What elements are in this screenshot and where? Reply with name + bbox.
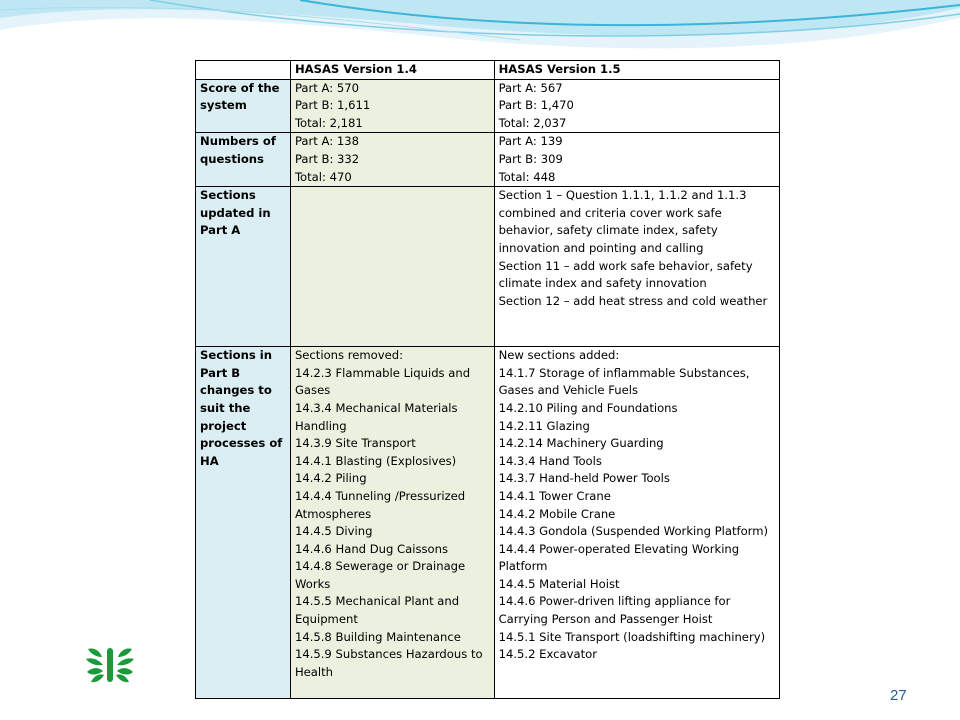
- cell-line: 14.4.2 Piling: [294, 471, 367, 486]
- row-label: Sections updated in Part A: [196, 187, 291, 347]
- cell-line: 14.4.1 Tower Crane: [498, 488, 611, 503]
- cell-line: 14.3.7 Hand-held Power Tools: [498, 471, 670, 486]
- ha-logo-icon: [82, 645, 138, 685]
- header-empty: [196, 61, 291, 80]
- cell-line: 14.4.1 Blasting (Explosives): [294, 453, 457, 468]
- cell-line: Section 12 – add heat stress and cold weather: [498, 293, 768, 308]
- row-label: Numbers of questions: [196, 133, 291, 187]
- cell-line: 14.4.6 Power-driven lifting appliance for Carrying Person and Passenger Hoist: [498, 594, 731, 627]
- cell-line: 14.4.5 Diving: [294, 524, 373, 539]
- page-number: 27: [890, 687, 907, 704]
- cell-line: 14.5.1 Site Transport (loadshifting machinery): [498, 629, 766, 644]
- table-row-part-b: [196, 347, 780, 699]
- cell-line: Part A: 139: [498, 134, 563, 149]
- cell-line: 14.4.4 Power-operated Elevating Working Platform: [498, 541, 740, 574]
- cell-v15: [494, 347, 779, 699]
- cell-line: Part A: 138: [294, 134, 359, 149]
- cell-line: Part B: 332: [294, 151, 360, 166]
- table-row-part-a: [196, 187, 780, 347]
- cell-line: 14.5.2 Excavator: [498, 647, 597, 662]
- cell-line: 14.2.11 Glazing: [498, 418, 590, 433]
- cell-line: Total: 470: [294, 169, 352, 184]
- cell-v15: [494, 187, 779, 347]
- cell-line: Total: 2,181: [294, 115, 363, 130]
- cell-line: 14.2.3 Flammable Liquids and Gases: [294, 365, 471, 398]
- header-version-1-5: HASAS Version 1.5: [494, 61, 779, 80]
- cell-line: Total: 2,037: [498, 115, 567, 130]
- cell-v14: [290, 187, 494, 347]
- cell-line: 14.4.2 Mobile Crane: [498, 506, 616, 521]
- cell-line: Section 1 – Question 1.1.1, 1.1.2 and 1.1.3 combined and criteria cover work safe behavior, safety climate index, safety innovation and pointing and calling: [498, 188, 747, 255]
- header-version-1-4: HASAS Version 1.4: [290, 61, 494, 80]
- cell-line: Part B: 309: [498, 151, 563, 166]
- cell-v15: [494, 79, 779, 133]
- cell-v15: [494, 133, 779, 187]
- cell-line: 14.2.10 Piling and Foundations: [498, 400, 678, 415]
- cell-line: 14.5.8 Building Maintenance: [294, 629, 461, 644]
- cell-line: 14.4.5 Material Hoist: [498, 576, 620, 591]
- cell-line: 14.3.4 Mechanical Materials Handling: [294, 400, 458, 433]
- cell-line: 14.4.3 Gondola (Suspended Working Platform): [498, 524, 769, 539]
- cell-line: 14.5.5 Mechanical Plant and Equipment: [294, 594, 460, 627]
- cell-line: 14.5.9 Substances Hazardous to Health: [294, 647, 483, 679]
- cell-line: 14.4.8 Sewerage or Drainage Works: [294, 559, 466, 591]
- cell-line: 14.2.14 Machinery Guarding: [498, 436, 664, 451]
- cell-line: 14.4.6 Hand Dug Caissons: [294, 541, 449, 556]
- cell-v14: [290, 347, 494, 699]
- table-row-score: [196, 79, 780, 133]
- table-header-row: [196, 61, 780, 80]
- cell-line: Part A: 570: [294, 80, 359, 95]
- cell-line: 14.3.9 Site Transport: [294, 436, 416, 451]
- cell-line: Total: 448: [498, 169, 556, 184]
- cell-line: 14.3.4 Hand Tools: [498, 453, 602, 468]
- cell-line: 14.1.7 Storage of inflammable Substances, Gases and Vehicle Fuels: [498, 365, 750, 398]
- cell-line: New sections added:: [498, 348, 620, 363]
- cell-line: Part B: 1,470: [498, 98, 574, 113]
- cell-line: Section 11 – add work safe behavior, safety climate index and safety innovation: [498, 258, 753, 291]
- cell-v14: [290, 79, 494, 133]
- row-label: Sections in Part B changes to suit the project processes of HA: [196, 347, 291, 699]
- cell-line: Part A: 567: [498, 80, 563, 95]
- cell-v14: [290, 133, 494, 187]
- row-label: Score of the system: [196, 79, 291, 133]
- hasas-comparison-table: [195, 60, 780, 699]
- table-row-questions: [196, 133, 780, 187]
- cell-line: 14.4.4 Tunneling /Pressurized Atmospheres: [294, 488, 466, 521]
- cell-line: Part B: 1,611: [294, 98, 371, 113]
- cell-line: Sections removed:: [294, 348, 404, 363]
